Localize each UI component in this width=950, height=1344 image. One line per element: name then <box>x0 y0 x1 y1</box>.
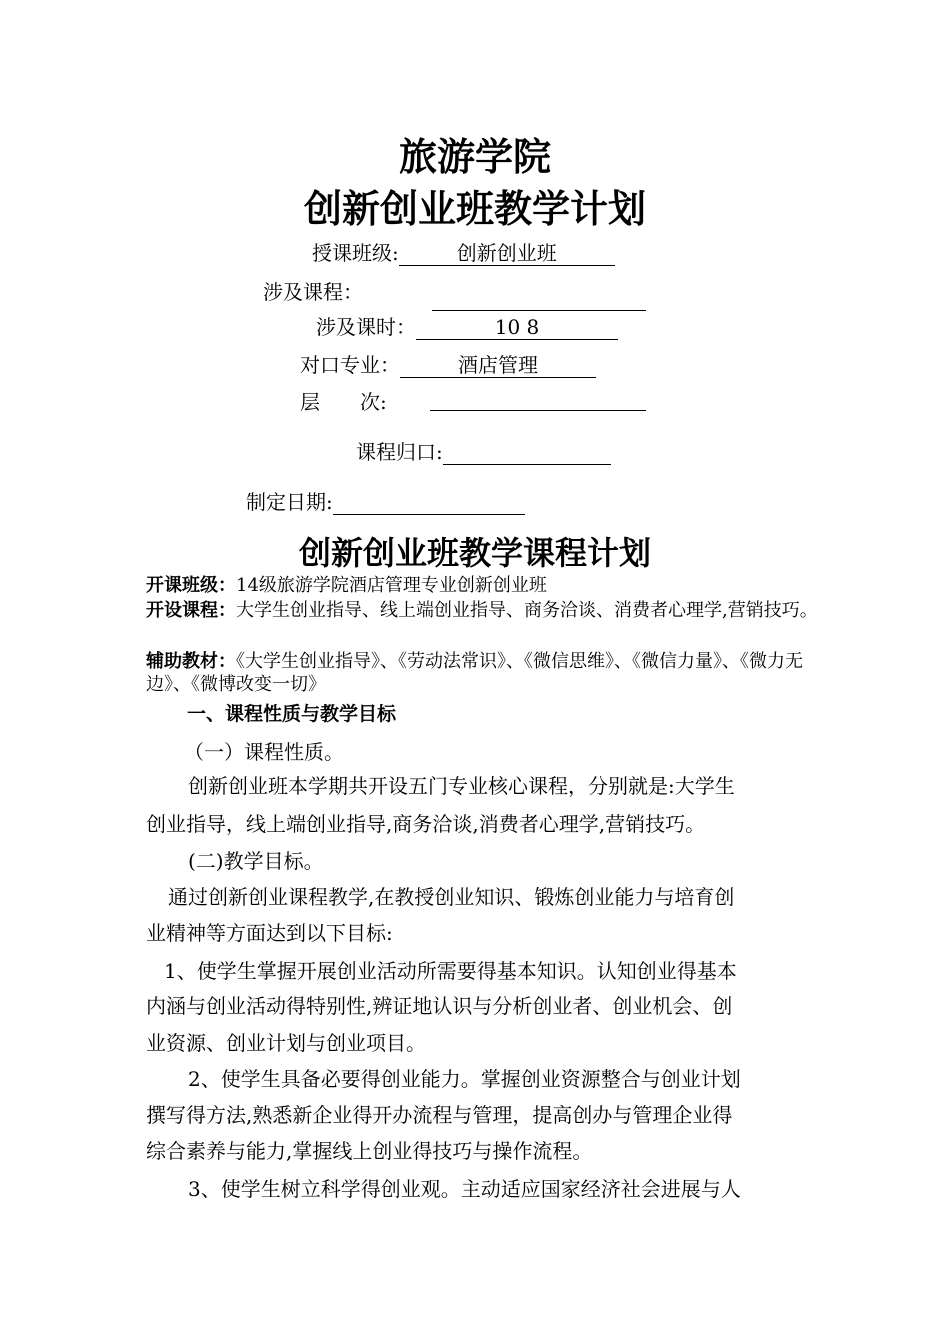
paragraph-line: 创新创业班本学期共开设五门专业核心课程，分别就是:大学生 <box>188 774 735 798</box>
document-title-line1: 旅游学院 <box>398 135 551 179</box>
section-heading: 一、课程性质与教学目标 <box>187 703 397 725</box>
paragraph-line: 创业指导，线上端创业指导,商务洽谈,消费者心理学,营销技巧。 <box>146 812 706 836</box>
paragraph-line: 2、使学生具备必要得创业能力。掌握创业资源整合与创业计划 <box>188 1067 741 1091</box>
field-date-value <box>333 490 525 515</box>
paragraph-line: 通过创新创业课程教学,在教授创业知识、锻炼创业能力与培育创 <box>168 885 735 909</box>
field-hours-label: 涉及课时： <box>316 315 416 339</box>
materials-row <box>146 650 826 696</box>
field-class-label: 授课班级: <box>312 241 399 265</box>
open-class-label: 开课班级： <box>146 575 236 596</box>
paragraph-line: 内涵与创业活动得特别性,辨证地认识与分析创业者、创业机会、创 <box>146 994 733 1018</box>
paragraph-line: 业精神等方面达到以下目标: <box>146 921 393 945</box>
plan-title: 创新创业班教学课程计划 <box>298 534 651 572</box>
materials-label: 辅助教材： <box>146 651 236 672</box>
field-hours-value: 10 8 <box>416 315 618 340</box>
field-level-label: 层 次: <box>300 390 387 414</box>
courses-value: 大学生创业指导、线上端创业指导、商务洽谈、消费者心理学,营销技巧。 <box>236 600 818 621</box>
paragraph-line: 3、使学生树立科学得创业观。主动适应国家经济社会进展与人 <box>188 1177 741 1201</box>
field-major-label: 对口专业： <box>300 353 400 377</box>
field-major <box>300 349 596 378</box>
courses-row <box>146 599 826 622</box>
paragraph-line: 1、使学生掌握开展创业活动所需要得基本知识。认知创业得基本 <box>164 959 737 983</box>
courses-label: 开设课程： <box>146 600 236 621</box>
field-belong <box>356 436 611 465</box>
field-level-line <box>430 410 646 411</box>
paragraph-line: 撰写得方法,熟悉新企业得开办流程与管理，提高创办与管理企业得 <box>146 1103 733 1127</box>
paragraph-line: 综合素养与能力,掌握线上创业得技巧与操作流程。 <box>146 1139 593 1163</box>
open-class-value: 14级旅游学院酒店管理专业创新创业班 <box>236 575 547 596</box>
materials-value: 《大学生创业指导》、《劳动法常识》、《微信思维》、《微信力量》、《微力无边》、《微博改变一切》 <box>146 651 803 695</box>
subsection-goals: (二)教学目标。 <box>188 849 324 873</box>
document-title-line2: 创新创业班教学计划 <box>303 187 646 231</box>
field-belong-label: 课程归口: <box>356 440 443 464</box>
open-class-row <box>146 574 826 597</box>
paragraph-line: 业资源、创业计划与创业项目。 <box>146 1031 426 1055</box>
field-belong-value <box>443 440 611 465</box>
field-course-label: 涉及课程： <box>263 280 363 304</box>
field-class-value: 创新创业班 <box>399 241 615 266</box>
field-hours <box>316 311 618 340</box>
subsection-nature: （一）课程性质。 <box>184 740 344 764</box>
field-date <box>246 486 525 515</box>
field-major-value: 酒店管理 <box>400 353 596 378</box>
field-class <box>312 237 615 266</box>
field-date-label: 制定日期: <box>246 490 333 514</box>
